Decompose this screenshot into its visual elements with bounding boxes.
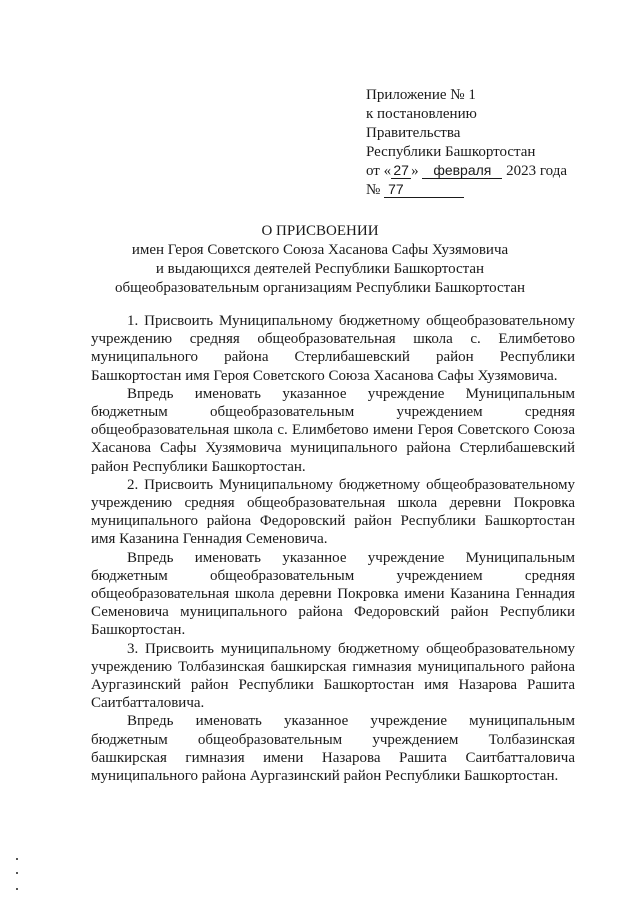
paragraph-5: 3. Присвоить муниципальному бюджетному общеобразовательному учреждению Толбазинская башкирская гимназия муниципального района Аургазинский район Республики Башкортостан имя Назарова Рашита Саитбатталовича. <box>91 640 575 712</box>
scan-artifact <box>16 858 18 860</box>
paragraph-3: 2. Присвоить Муниципальному бюджетному общеобразовательному учреждению средняя общеобразовательная школа деревни Покровка муниципального района Федоровский район Республики Башкортостан имя Казанина Геннадия Семеновича. <box>91 476 575 548</box>
appendix-header <box>366 86 596 200</box>
title-line-1: О ПРИСВОЕНИИ <box>261 223 379 239</box>
appendix-date <box>366 162 596 181</box>
appendix-line-4: Республики Башкортостан <box>366 144 536 160</box>
date-year: 2023 года <box>506 163 567 179</box>
date-prefix: от « <box>366 163 392 179</box>
appendix-number <box>366 181 596 200</box>
date-mid: » <box>411 163 419 179</box>
scan-artifact <box>16 888 18 890</box>
number-prefix: № <box>366 182 381 198</box>
paragraph-2: Впредь именовать указанное учреждение Муниципальным бюджетным общеобразовательным учреждением средняя общеобразовательная школа с. Елимбетово имени Героя Советского Союза Хасанова Сафы Хузямовича муниципального района Стерлибашевский район Республики Башкортостан. <box>91 385 575 475</box>
scan-artifact <box>16 872 18 874</box>
title-line-2: имен Героя Советского Союза Хасанова Сафы Хузямовича <box>131 242 509 258</box>
paragraph-1: 1. Присвоить Муниципальному бюджетному общеобразовательному учреждению средняя общеобразовательная школа с. Елимбетово муниципального района Стерлибашевский район Республики Башкортостан имя Героя Советского Союза Хасанова Сафы Хузямовича. <box>91 313 575 384</box>
document-title <box>60 222 580 298</box>
paragraph-6: Впредь именовать указанное учреждение муниципальным бюджетным общеобразовательным учреждением Толбазинская башкирская гимназия имени Назарова Рашита Саитбатталовича муниципального района Аургазинский район Республики Башкортостан. <box>91 713 575 785</box>
date-day: 27 <box>391 163 411 179</box>
appendix-line-3: Правительства <box>366 125 461 141</box>
appendix-title: Приложение № 1 <box>366 87 476 103</box>
title-line-3: и выдающихся деятелей Республики Башкортостан <box>155 261 485 277</box>
document-number: 77 <box>384 182 464 198</box>
document-body <box>91 312 575 785</box>
title-line-4: общеобразовательным организациям Республики Башкортостан <box>114 280 526 296</box>
appendix-line-2: к постановлению <box>366 106 477 122</box>
date-month: февраля <box>422 163 502 179</box>
paragraph-4: Впредь именовать указанное учреждение Муниципальным бюджетным общеобразовательным учреждением средняя общеобразовательная школа деревни Покровка имени Казанина Геннадия Семеновича муниципального района Федоровский район Республики Башкортостан. <box>91 549 575 639</box>
